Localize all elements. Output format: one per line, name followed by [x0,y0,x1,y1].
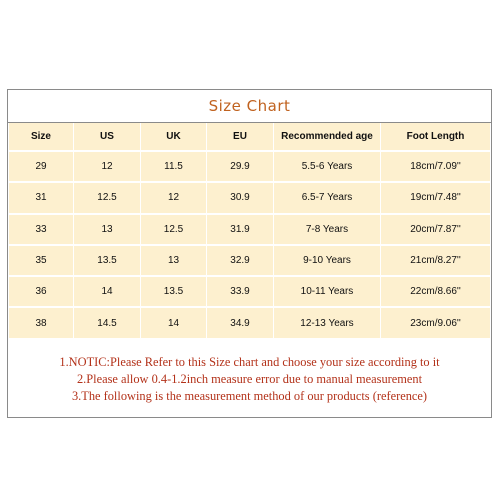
cell-foot-length: 20cm/7.87'' [381,215,491,246]
cell-us: 13 [74,215,141,246]
cell-uk: 11.5 [141,152,207,183]
cell-us: 14 [74,277,141,308]
cell-eu: 30.9 [207,183,274,214]
cell-eu: 31.9 [207,215,274,246]
size-chart-title: Size Chart [208,97,291,115]
cell-size: 36 [8,277,74,308]
table-row [8,215,491,246]
cell-uk: 13 [141,246,207,277]
cell-recommended-age: 10-11 Years [274,277,381,308]
table-row [8,246,491,277]
table-header-row [8,123,491,152]
table-row [8,308,491,339]
table-row [8,183,491,214]
cell-eu: 33.9 [207,277,274,308]
cell-recommended-age: 5.5-6 Years [274,152,381,183]
column-header-foot-length: Foot Length [381,123,491,152]
cell-eu: 34.9 [207,308,274,339]
cell-foot-length: 23cm/9.06'' [381,308,491,339]
table-row [8,152,491,183]
cell-us: 12.5 [74,183,141,214]
cell-uk: 12 [141,183,207,214]
cell-eu: 32.9 [207,246,274,277]
cell-foot-length: 21cm/8.27'' [381,246,491,277]
size-notes [8,354,491,405]
note-line-3: 3.The following is the measurement method of our products (reference) [71,389,428,403]
size-table [8,123,491,340]
cell-uk: 13.5 [141,277,207,308]
column-header-us: US [74,123,141,152]
cell-us: 14.5 [74,308,141,339]
table-row [8,277,491,308]
cell-uk: 14 [141,308,207,339]
cell-us: 13.5 [74,246,141,277]
column-header-size: Size [8,123,74,152]
cell-us: 12 [74,152,141,183]
cell-size: 35 [8,246,74,277]
note-line-2: 2.Please allow 0.4-1.2inch measure error due to manual measurement [76,372,423,386]
size-chart-card [7,89,492,418]
cell-foot-length: 19cm/7.48'' [381,183,491,214]
cell-foot-length: 18cm/7.09'' [381,152,491,183]
cell-uk: 12.5 [141,215,207,246]
cell-recommended-age: 6.5-7 Years [274,183,381,214]
cell-size: 33 [8,215,74,246]
cell-eu: 29.9 [207,152,274,183]
cell-recommended-age: 7-8 Years [274,215,381,246]
column-header-eu: EU [207,123,274,152]
column-header-uk: UK [141,123,207,152]
cell-size: 38 [8,308,74,339]
column-header-recommended-age: Recommended age [274,123,381,152]
cell-size: 29 [8,152,74,183]
note-line-1: 1.NOTIC:Please Refer to this Size chart and choose your size according to it [59,355,440,369]
cell-recommended-age: 9-10 Years [274,246,381,277]
cell-recommended-age: 12-13 Years [274,308,381,339]
cell-size: 31 [8,183,74,214]
cell-foot-length: 22cm/8.66'' [381,277,491,308]
